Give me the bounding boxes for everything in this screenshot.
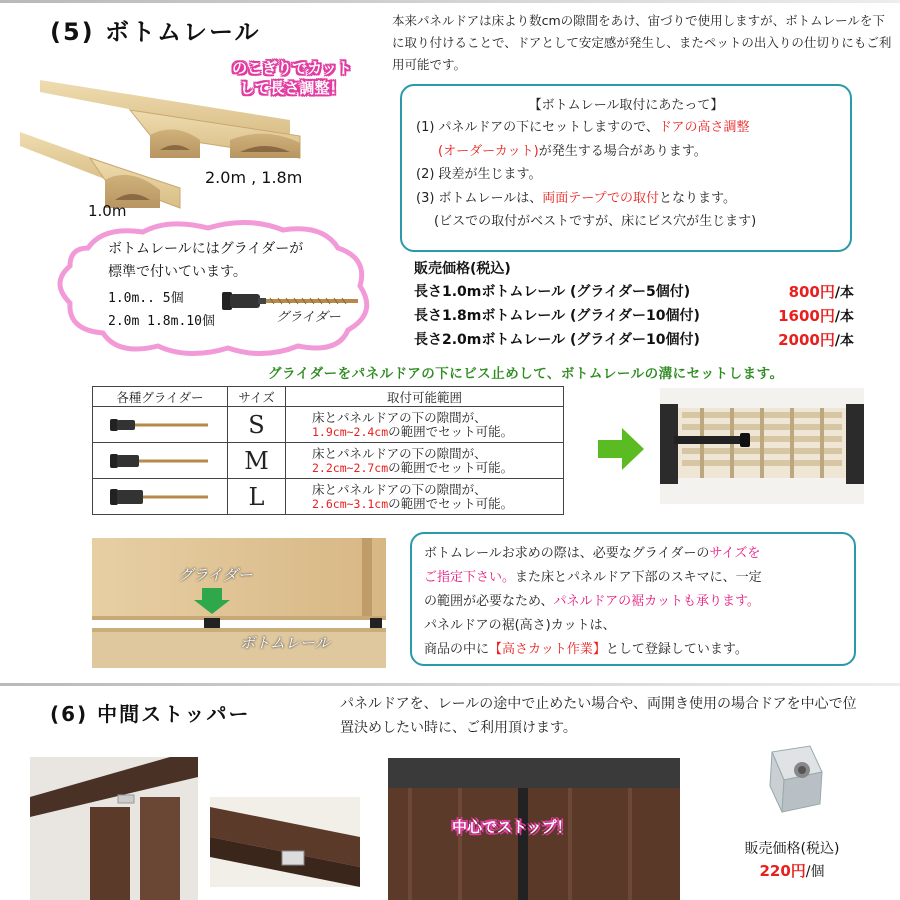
- notice-item1-highlight2: (オーダーカット): [438, 143, 539, 159]
- table-header-range: 取付可能範囲: [286, 387, 564, 407]
- price-unit: /本: [834, 285, 854, 301]
- arrow-right-icon: [598, 428, 644, 470]
- range-line1: 床とパネルドアの下の隙間が、: [312, 481, 487, 497]
- stopper-price-amount: 220円: [759, 862, 806, 880]
- bottom-rail-price-list: [414, 258, 854, 353]
- cloud-spec-2m: 2.0m 1.8m.10個: [108, 314, 215, 329]
- rail-and-glider-photo: [92, 538, 386, 668]
- order-info-text: [424, 542, 850, 662]
- price-unit: /本: [834, 333, 854, 349]
- info-l1b: サイズを: [709, 546, 761, 561]
- notice-item3-suffix: となります。: [659, 190, 737, 206]
- range-line1: 床とパネルドアの下の隙間が、: [312, 445, 487, 461]
- range-value: 1.9cm~2.4cm: [312, 424, 389, 439]
- glider-size-value: M: [228, 443, 286, 479]
- info-line-1: [424, 542, 850, 566]
- stopper-price-heading: 販売価格(税込): [744, 841, 840, 857]
- info-l3b: パネルドアの裾カットも承ります。: [553, 594, 760, 609]
- notice-item1-suffix: が発生する場合があります。: [538, 143, 707, 159]
- cloud-line1: ボトムレールにはグライダーが: [108, 241, 304, 257]
- price-item-value: [754, 281, 854, 305]
- info-l1a: ボトムレールお求めの際は、必要なグライダーの: [424, 546, 710, 561]
- glider-range-cell: [286, 443, 564, 479]
- rail-length-long-label: 2.0m , 1.8m: [205, 168, 303, 187]
- notice-item-2: (2) 段差が生じます。: [416, 167, 542, 182]
- cut-adjust-caption: [222, 58, 362, 98]
- price-row: [414, 305, 854, 329]
- range-value: 2.6cm~3.1cm: [312, 496, 389, 511]
- cut-caption-line2: して長さ調整！: [239, 79, 345, 97]
- info-l3a: の範囲が必要なため、: [424, 594, 554, 609]
- glider-image-cell: [93, 479, 228, 515]
- glider-install-note: グライダーをパネルドアの下にビス止めして、ボトムレールの溝にセットします。: [268, 366, 784, 382]
- section5-title: (5) ボトムレール: [50, 18, 261, 46]
- glider-s-icon: [108, 417, 212, 433]
- price-item-name: 長さ1.0mボトムレール (グライダー5個付): [414, 284, 691, 300]
- stopper-price-block: [722, 838, 862, 883]
- info-l2a: ご指定下さい。: [424, 570, 516, 585]
- photo-glider-label: グライダー: [178, 566, 253, 584]
- info-l5a: 商品の中に: [424, 642, 490, 657]
- price-heading: 販売価格(税込): [414, 261, 511, 277]
- center-stop-label: 中心でストップ！: [452, 818, 572, 836]
- range-suffix: の範囲でセット可能。: [388, 423, 514, 439]
- glider-l-icon: [108, 487, 212, 507]
- notice-item1-highlight: ドアの高さ調整: [658, 120, 750, 135]
- range-line2: [312, 425, 563, 439]
- section-divider-top: [0, 0, 900, 3]
- info-l5c: として登録しています。: [605, 642, 748, 657]
- info-l5b: 【高さカット作業】: [489, 642, 606, 657]
- table-header-kind: 各種グライダー: [93, 387, 228, 407]
- price-item-value: [754, 305, 854, 329]
- photo-rail-label: ボトムレール: [240, 634, 330, 652]
- glider-m-icon: [108, 452, 212, 470]
- range-line2: [312, 497, 563, 511]
- section6-title: (6) 中間ストッパー: [50, 702, 251, 726]
- cloud-glider-label: グライダー: [276, 310, 341, 325]
- glider-range-cell: [286, 479, 564, 515]
- price-amount: 2000円: [778, 331, 835, 349]
- stopper-rail-photo: [210, 797, 360, 887]
- info-line-3: [424, 590, 850, 614]
- price-amount: 1600円: [778, 307, 835, 325]
- range-suffix: の範囲でセット可能。: [388, 459, 514, 475]
- range-line2: [312, 461, 563, 475]
- cloud-line2: 標準で付いています。: [108, 264, 247, 280]
- info-line-5: [424, 638, 850, 662]
- glider-image-cell: [93, 443, 228, 479]
- section6-description: パネルドアを、レールの途中で止めたい場合や、両開き使用の場合ドアを中心で位置決めしたい時に、ご利用頂けます。: [340, 696, 857, 736]
- info-l2b: また床とパネルドア下部のスキマに、一定: [515, 570, 762, 585]
- notice-list: [416, 116, 846, 234]
- stopper-product-photo: [760, 742, 830, 824]
- stopper-price-line: [722, 860, 862, 883]
- info-line-2: [424, 566, 850, 590]
- notice-item-3: [416, 187, 846, 211]
- cloud-message: [108, 238, 303, 284]
- price-row: [414, 281, 854, 305]
- glider-size-value: L: [228, 479, 286, 515]
- range-value: 2.2cm~2.7cm: [312, 460, 389, 475]
- notice-item1-prefix: (1) パネルドアの下にセットしますので、: [416, 120, 659, 135]
- price-item-value: [754, 329, 854, 353]
- section5-description: 本来パネルドアは床より数cmの隙間をあけ、宙づりで使用しますが、ボトムレールを下に取り付けることで、ドアとして安定感が発生し、またペットの出入りの仕切りにもご利用可能です。: [392, 13, 892, 72]
- range-suffix: の範囲でセット可能。: [388, 495, 514, 511]
- cut-caption-line1: のこぎりでカット: [232, 59, 352, 77]
- price-item-name: 長さ1.8mボトムレール (グライダー10個付): [414, 308, 700, 324]
- price-unit: /本: [834, 309, 854, 325]
- info-line-4: パネルドアの裾(高さ)カットは、: [424, 618, 616, 633]
- table-header-row: [93, 387, 564, 407]
- notice-item3-prefix: (3) ボトムレールは、: [416, 190, 543, 206]
- table-row: [93, 407, 564, 443]
- table-row: [93, 479, 564, 515]
- notice-item-3-note: (ビスでの取付がベストですが、床にビス穴が生じます): [434, 214, 757, 229]
- price-row: [414, 329, 854, 353]
- door-bottom-glider-photo: [660, 388, 864, 504]
- glider-size-table: [92, 386, 564, 515]
- notice-item-1-cont: [416, 140, 846, 164]
- rail-length-short-label: 1.0m: [88, 202, 127, 220]
- stopper-price-unit: /個: [805, 864, 825, 880]
- range-line1: 床とパネルドアの下の隙間が、: [312, 409, 487, 425]
- stopper-door-photo-1: [30, 757, 198, 900]
- table-row: [93, 443, 564, 479]
- cloud-glider-counts: [108, 287, 215, 333]
- price-item-name: 長さ2.0mボトムレール (グライダー10個付): [414, 332, 700, 348]
- notice-title: 【ボトムレール取付にあたって】: [528, 98, 724, 113]
- section-divider-6: [0, 683, 900, 686]
- notice-item3-highlight: 両面テープでの取付: [542, 190, 660, 206]
- price-amount: 800円: [788, 283, 835, 301]
- cloud-spec-1m: 1.0m.. 5個: [108, 291, 184, 306]
- notice-item-1: [416, 116, 846, 140]
- table-header-size: サイズ: [228, 387, 286, 407]
- glider-image-cell: [93, 407, 228, 443]
- glider-range-cell: [286, 407, 564, 443]
- glider-size-value: S: [228, 407, 286, 443]
